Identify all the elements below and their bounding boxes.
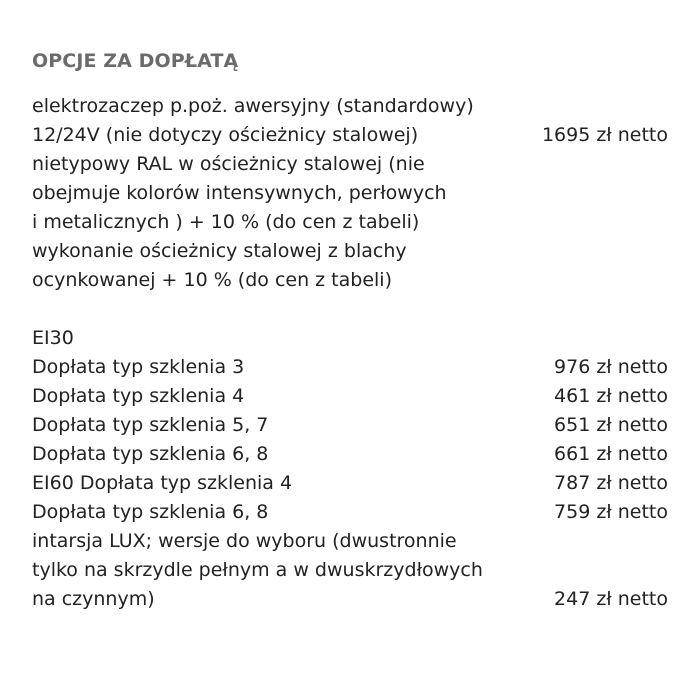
intarsja-row [32, 527, 668, 614]
glazing-label: Dopłata typ szklenia 6, 8 [32, 501, 269, 523]
glazing-price: 976 zł netto [554, 356, 668, 378]
option-line: nietypowy RAL w ościeżnicy stalowej (nie [32, 153, 425, 175]
option-line: wykonanie ościeżnicy stalowej z blachy [32, 240, 407, 262]
glazing-price: 759 zł netto [554, 501, 668, 523]
glazing-row [32, 382, 668, 411]
intarsja-line: intarsja LUX; wersje do wyboru (dwustronnie [32, 530, 457, 552]
glazing-label: Dopłata typ szklenia 3 [32, 356, 245, 378]
option-row-ral [32, 150, 668, 237]
section-heading: OPCJE ZA DOPŁATĄ [32, 50, 239, 72]
intarsja-line: na czynnym) [32, 588, 155, 610]
option-line: i metalicznych ) + 10 % (do cen z tabeli) [32, 211, 420, 233]
spacer [32, 295, 668, 324]
glazing-price: 787 zł netto [554, 472, 668, 494]
glazing-label: Dopłata typ szklenia 6, 8 [32, 443, 269, 465]
group-label: EI30 [32, 327, 74, 349]
glazing-row [32, 469, 668, 498]
option-row-electric-strike [32, 92, 668, 150]
option-line: obejmuje kolorów intensywnych, perłowych [32, 182, 447, 204]
group-label-row [32, 324, 668, 353]
option-line: ocynkowanej + 10 % (do cen z tabeli) [32, 269, 392, 291]
glazing-label: Dopłata typ szklenia 4 [32, 385, 245, 407]
option-line: elektrozaczep p.poż. awersyjny (standardowy) [32, 95, 474, 117]
option-price: 1695 zł netto [541, 124, 668, 146]
glazing-price: 651 zł netto [554, 414, 668, 436]
glazing-label: EI60 Dopłata typ szklenia 4 [32, 472, 293, 494]
glazing-row [32, 353, 668, 382]
glazing-row [32, 440, 668, 469]
glazing-row [32, 411, 668, 440]
glazing-price: 661 zł netto [554, 443, 668, 465]
option-line: 12/24V (nie dotyczy ościeżnicy stalowej) [32, 124, 419, 146]
option-row-galvanized [32, 237, 668, 295]
intarsja-price: 247 zł netto [554, 588, 668, 610]
intarsja-line: tylko na skrzydle pełnym a w dwuskrzydłowych [32, 559, 483, 581]
glazing-row [32, 498, 668, 527]
glazing-price: 461 zł netto [554, 385, 668, 407]
glazing-label: Dopłata typ szklenia 5, 7 [32, 414, 269, 436]
